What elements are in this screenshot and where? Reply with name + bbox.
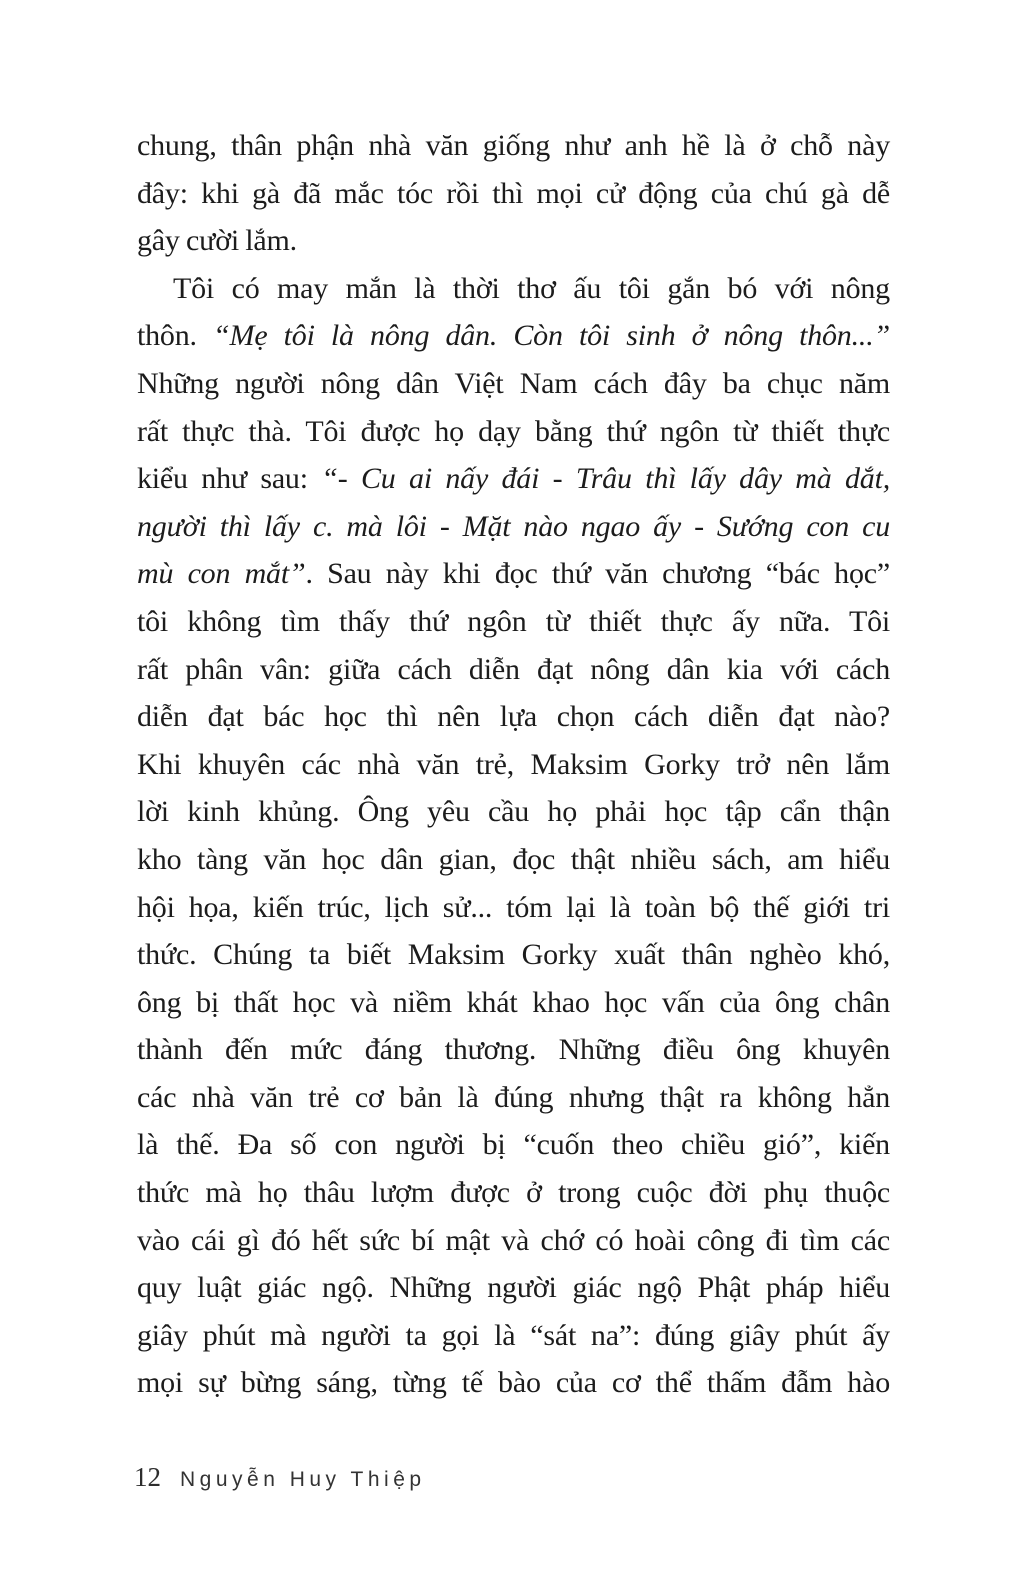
text-segment: thức mà họ thâu lượm được ở trong cuộc đời phụ thuộc xyxy=(137,1176,890,1210)
text-segment: rất phân vân: giữa cách diễn đạt nông dân kia với cách xyxy=(137,652,890,686)
text-line xyxy=(137,598,890,646)
page-text xyxy=(137,122,890,1407)
text-segment: gây cười lắm. xyxy=(137,224,297,258)
text-segment: thôn. xyxy=(137,319,214,353)
italic-text-segment: người thì lấy c. mà lôi - Mặt nào ngao ấy - Sướng con cu xyxy=(137,509,890,543)
text-segment: tôi không tìm thấy thứ ngôn từ thiết thực ấy nữa. Tôi xyxy=(137,604,890,638)
text-segment: hội họa, kiến trúc, lịch sử... tóm lại là toàn bộ thế giới tri xyxy=(137,890,890,924)
text-line xyxy=(137,1217,890,1265)
text-line xyxy=(137,1121,890,1169)
text-line xyxy=(137,170,890,218)
text-line xyxy=(137,1312,890,1360)
text-segment: giây phút mà người ta gọi là “sát na”: đúng giây phút ấy xyxy=(137,1318,890,1352)
text-line xyxy=(137,741,890,789)
text-line xyxy=(137,360,890,408)
text-segment: Những người nông dân Việt Nam cách đây ba chục năm xyxy=(137,366,890,400)
text-line xyxy=(137,1169,890,1217)
text-line xyxy=(137,788,890,836)
text-segment: thành đến mức đáng thương. Những điều ông khuyên xyxy=(137,1033,890,1067)
text-segment: ông bị thất học và niềm khát khao học vấn của ông chân xyxy=(137,985,890,1019)
page-number: 12 xyxy=(134,1462,161,1492)
text-line xyxy=(137,217,890,265)
footer-author: Nguyễn Huy Thiệp xyxy=(180,1468,426,1491)
text-segment: chung, thân phận nhà văn giống như anh hề là ở chỗ này xyxy=(137,129,890,162)
text-segment: đây: khi gà đã mắc tóc rồi thì mọi cử động của chú gà dễ xyxy=(137,176,890,210)
text-segment: Khi khuyên các nhà văn trẻ, Maksim Gorky trở nên lắm xyxy=(137,747,890,781)
text-line xyxy=(137,693,890,741)
text-line xyxy=(137,550,890,598)
text-line xyxy=(137,884,890,932)
text-line xyxy=(137,265,890,313)
text-segment: lời kinh khủng. Ông yêu cầu họ phải học tập cẩn thận xyxy=(137,795,890,829)
text-line xyxy=(137,312,890,360)
text-line xyxy=(137,408,890,456)
text-line xyxy=(137,1264,890,1312)
text-segment: Tôi có may mắn là thời thơ ấu tôi gắn bó với nông xyxy=(173,271,890,305)
text-line xyxy=(137,646,890,694)
text-segment: vào cái gì đó hết sức bí mật và chớ có hoài công đi tìm các xyxy=(137,1223,890,1257)
text-segment: thức. Chúng ta biết Maksim Gorky xuất thân nghèo khó, xyxy=(137,938,890,972)
italic-text-segment: mù con mắt” xyxy=(137,557,306,591)
text-line xyxy=(137,503,890,551)
text-segment: . Sau này khi đọc thứ văn chương “bác học” xyxy=(305,557,891,591)
text-line xyxy=(137,931,890,979)
text-segment: là thế. Đa số con người bị “cuốn theo chiều gió”, kiến xyxy=(137,1128,890,1162)
text-line xyxy=(137,1359,890,1407)
text-segment: kiểu như sau: xyxy=(137,462,322,496)
text-segment: diễn đạt bác học thì nên lựa chọn cách diễn đạt nào? xyxy=(137,700,890,734)
text-segment: kho tàng văn học dân gian, đọc thật nhiều sách, am hiểu xyxy=(137,842,890,876)
text-segment: rất thực thà. Tôi được họ dạy bằng thứ ngôn từ thiết thực xyxy=(137,414,890,448)
text-line xyxy=(137,122,890,170)
text-line xyxy=(137,455,890,503)
text-segment: quy luật giác ngộ. Những người giác ngộ Phật pháp hiểu xyxy=(137,1271,890,1305)
text-line xyxy=(137,1074,890,1122)
page-footer xyxy=(134,1462,894,1493)
text-line xyxy=(137,836,890,884)
italic-text-segment: “- Cu ai nấy đái - Trâu thì lấy dây mà dắt, xyxy=(321,462,890,496)
text-segment: mọi sự bừng sáng, từng tế bào của cơ thể thấm đẫm hào xyxy=(137,1366,890,1400)
italic-text-segment: “Mẹ tôi là nông dân. Còn tôi sinh ở nông thôn...” xyxy=(213,319,890,353)
text-line xyxy=(137,1026,890,1074)
text-segment: các nhà văn trẻ cơ bản là đúng nhưng thật ra không hẳn xyxy=(137,1080,890,1114)
text-line xyxy=(137,979,890,1027)
